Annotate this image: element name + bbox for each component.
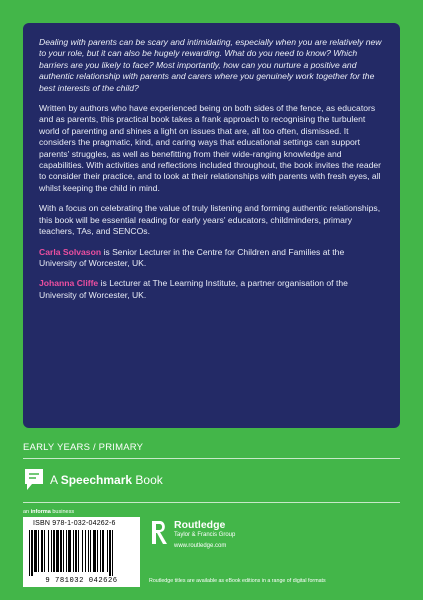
barcode-digits: 9 781032 042626 [45, 577, 118, 585]
ebook-note: Routledge titles are available as eBook editions in a range of digital formats [149, 578, 326, 584]
series-imprint [23, 467, 163, 492]
back-cover-footer [0, 508, 423, 600]
divider [23, 458, 400, 459]
author-bio-text: is Senior Lecturer in the Centre for Children and Families at the University of Worcester, UK. [39, 246, 345, 268]
isbn-barcode [23, 517, 140, 587]
publisher-group: Taylor & Francis Group [174, 532, 236, 538]
series-label: A Speechmark Book [50, 472, 163, 487]
divider [23, 502, 400, 503]
publisher-url: www.routledge.com [174, 543, 227, 549]
informa-business-label: an informa business [23, 509, 75, 515]
subject-category: EARLY YEARS / PRIMARY [23, 442, 144, 453]
intro-paragraph: Dealing with parents can be scary and intimidating, especially when you are relatively new to your role, but it can also be hugely rewarding. What do you need to know? Which barriers are you likely to face? Most importantly, how can you nurture a positive and authentic relationship with parents and carers where you genuinely work together for the best interests of the child? [39, 37, 382, 93]
publisher-name: Routledge [174, 519, 226, 531]
barcode-icon [27, 530, 136, 576]
author-bio-text: is Lecturer at The Learning Institute, a partner organisation of the University of Worcester, UK. [39, 278, 348, 300]
isbn-label: ISBN 978-1-032-04262-6 [33, 520, 116, 527]
speechmark-logo-icon [23, 467, 45, 492]
author-bio [39, 247, 384, 270]
description-paragraph: Written by authors who have experienced being on both sides of the fence, as educators and as parents, this practical book takes a frank approach to recognising the turbulent world of parenting and shines a light on issues that are, all too often, dismissed. It considers the pragmatic, kind, and caring ways that educational settings can support parents' struggles, as well as benefitting from their wide-ranging knowledge and capabilities. With activities and reflections included throughout, the book invites the reader to consider their practice, and to look at their relationships with parents with fresh eyes, all whilst keeping the child in mind. [39, 103, 382, 193]
blurb-panel [23, 23, 400, 428]
author-bio [39, 278, 384, 301]
routledge-logo-icon [149, 519, 170, 546]
author-name: Johanna Cliffe [39, 278, 99, 289]
publisher-logo [149, 519, 235, 550]
author-name: Carla Solvason [39, 246, 102, 257]
closing-paragraph: With a focus on celebrating the value of truly listening and forming authentic relationships, this book will be essential reading for early years' educators, childminders, primary teachers, TAs, and SENCOs. [39, 203, 381, 237]
